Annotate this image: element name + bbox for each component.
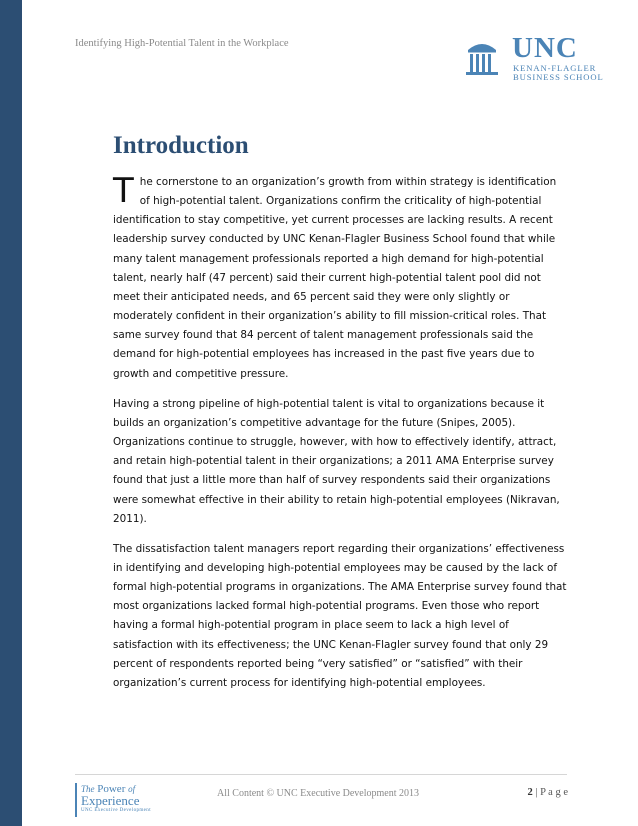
logo-unc-text: UNC <box>512 32 578 64</box>
paragraph-3: The dissatisfaction talent managers report regarding their organizations’ effectiveness in identifying and developing high-potential employees may be caused by the lack of formal high-potential programs in organizations. The AMA Enterprise survey found that most organizations lacked formal high-potential programs. Even those who report having a formal high-potential program in place seem to lack a high level of satisfaction with its effectiveness; the UNC Kenan-Flagler survey found that only 29 percent of respondents reported being “very satisfied” or “satisfied” with their organization’s current process for identifying high-potential employees. <box>113 542 567 689</box>
unc-kenan-flagler-logo <box>462 32 612 82</box>
page-number <box>528 787 569 798</box>
page-label: | P a g e <box>535 787 568 798</box>
logo-the-text: The <box>81 784 95 794</box>
footer-copyright: All Content © UNC Executive Development 2013 <box>217 788 420 799</box>
footer-divider <box>75 774 567 775</box>
page-accent-bar <box>0 0 22 826</box>
drop-cap: T <box>113 171 134 211</box>
logo-business-school-text: BUSINESS SCHOOL <box>513 72 604 82</box>
logo-kenan-flagler-text: KENAN-FLAGLER <box>513 63 597 73</box>
body-text <box>113 173 569 704</box>
paragraph-1 <box>113 173 569 384</box>
logo-experience-text: Experience <box>81 793 140 808</box>
page-number-value: 2 <box>527 787 533 798</box>
paragraph-2: Having a strong pipeline of high-potential talent is vital to organizations because it builds an organization’s competitive advantage for the future (Snipes, 2005). Organizations continue to struggle, however, with how to effectively identify, attract, and retain high-potential talent in their organizations; a 2011 AMA Enterprise survey found that just a little more than half of survey respondents said their organizations were somewhat effective in their ability to retain high-potential employees (Nikravan, 2011). <box>113 397 560 525</box>
old-well-icon <box>462 36 502 78</box>
section-heading: Introduction <box>113 132 249 159</box>
logo-tagline: UNC Executive Development <box>81 808 151 813</box>
logo-power-text: Power <box>97 783 126 795</box>
running-header: Identifying High-Potential Talent in the Workplace <box>75 38 289 49</box>
paragraph-1-text: he cornerstone to an organization’s growth from within strategy is identification of high-potential talent. Organizations confirm the criticality of high-potential identification to stay competitive, yet current processes are lacking results. A recent leadership survey conducted by UNC Kenan-Flagler Business School found that while many talent management professionals reported a high demand for high-potential talent, nearly half (47 percent) said their current high-potential talent pool did not meet their anticipated needs, and 65 percent said they were only slightly or moderately confident in their organization’s ability to fill mission-critical roles. That same survey found that 84 percent of talent management professionals said the demand for high-potential employees has increased in the past five years due to growth and competitive pressure. <box>113 176 557 380</box>
logo-of-text: of <box>128 784 136 794</box>
power-of-experience-logo <box>75 783 181 817</box>
